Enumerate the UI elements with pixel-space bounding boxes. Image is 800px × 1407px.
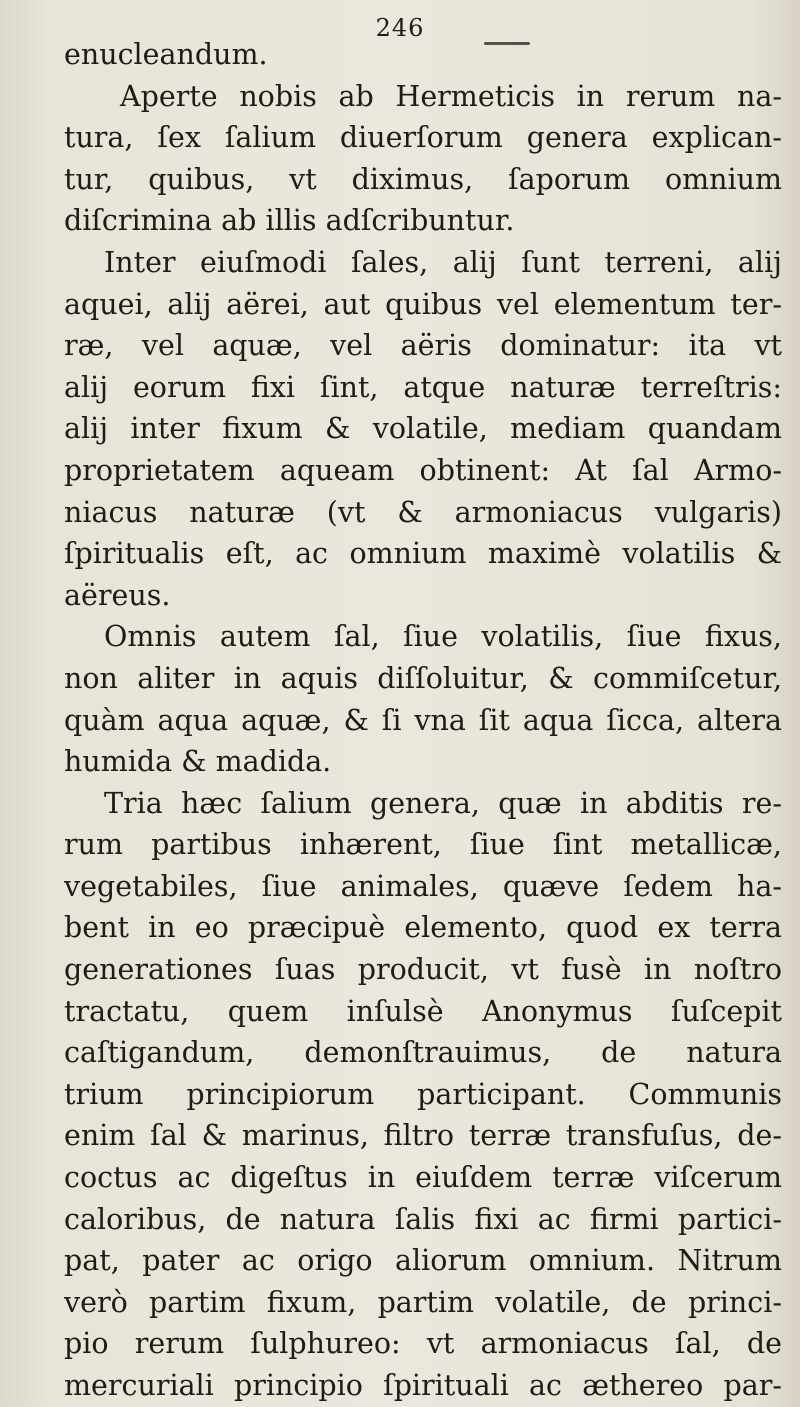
text-line: verò partim fixum, partim volatile, de princi- — [64, 1285, 782, 1319]
text-line: enucleandum. — [64, 38, 268, 71]
body-text — [64, 34, 782, 1407]
text-line: trium principiorum participant. Communis — [64, 1077, 782, 1111]
text-line: generationes ſuas producit, vt fusè in noſtro — [64, 953, 782, 987]
text-line: tractatu, quem inſulsè Anonymus ſuſcepit — [64, 994, 782, 1028]
text-line: tura, ſex ſalium diuerſorum genera explican- — [64, 121, 782, 155]
text-line: Omnis autem ſal, ſiue volatilis, ſiue fixus, — [104, 620, 782, 654]
text-line: Aperte nobis ab Hermeticis in rerum na- — [120, 79, 782, 113]
text-line: diſcrimina ab illis adſcribuntur. — [64, 204, 515, 238]
text-line: rum partibus inhærent, ſiue ſint metallicæ, — [64, 828, 782, 862]
text-line: bent in eo præcipuè elemento, quod ex terra — [64, 911, 782, 945]
text-line: aquei, alij aërei, aut quibus vel elementum ter- — [64, 287, 782, 321]
text-line: enim ſal & marinus, filtro terræ transfuſus, de- — [64, 1119, 782, 1153]
text-line: quàm aqua aquæ, & ſi vna ſit aqua ſicca, altera — [64, 703, 782, 737]
text-line: tur, quibus, vt diximus, ſaporum omnium — [64, 162, 782, 196]
text-line: alij eorum fixi ſint, atque naturæ terreſtris: — [64, 370, 782, 404]
text-line: Inter eiuſmodi ſales, alij ſunt terreni, alij — [104, 245, 782, 279]
text-line: non aliter in aquis diſſoluitur, & commiſcetur, — [64, 661, 782, 695]
text-line: aëreus. — [64, 578, 171, 612]
text-line: vegetabiles, ſiue animales, quæve ſedem ha- — [64, 869, 782, 903]
text-line: mercuriali principio ſpirituali ac æthereo par- — [64, 1369, 782, 1402]
text-line: caſtigandum, demonſtrauimus, de natura — [64, 1036, 782, 1070]
text-line: ræ, vel aquæ, vel aëris dominatur: ita vt — [64, 329, 782, 363]
text-line: humida & madida. — [64, 745, 332, 779]
text-line: caloribus, de natura ſalis fixi ac firmi partici- — [64, 1202, 782, 1236]
text-line: coctus ac digeſtus in eiuſdem terræ viſcerum — [64, 1161, 782, 1195]
page-number: 246 — [375, 14, 425, 42]
text-line: pio rerum ſulphureo: vt armoniacus ſal, de — [64, 1327, 782, 1361]
text-line: niacus naturæ (vt & armoniacus vulgaris) — [64, 495, 782, 529]
text-line: alij inter fixum & volatile, mediam quandam — [64, 412, 782, 446]
text-line: pat, pater ac origo aliorum omnium. Nitrum — [64, 1244, 782, 1278]
text-line: Tria hæc ſalium genera, quæ in abditis re- — [104, 786, 782, 820]
text-line: ſpiritualis eſt, ac omnium maximè volatilis & — [64, 537, 782, 571]
text-line: proprietatem aqueam obtinent: At ſal Armo- — [64, 453, 782, 487]
